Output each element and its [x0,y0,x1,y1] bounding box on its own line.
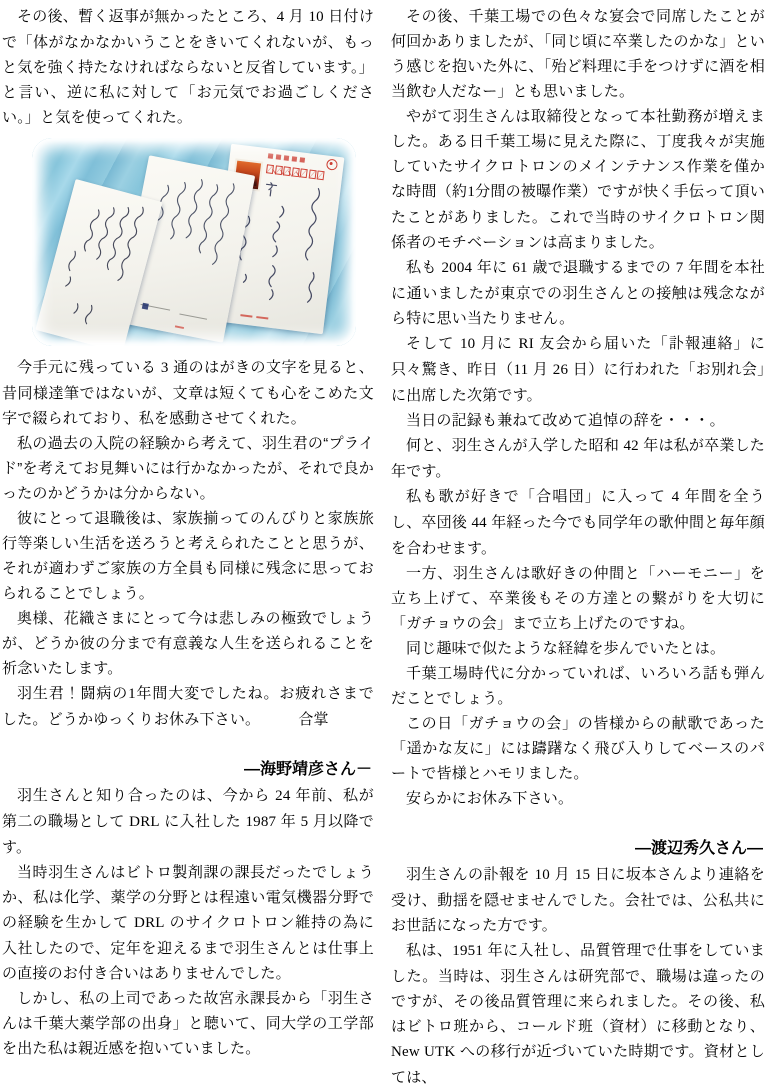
paragraph: 一方、羽生さんは歌好きの仲間と「ハーモニー」を立ち上げて、卒業後もその方達との繋がりを大切に「ガチョウの会」まで立ち上げたのですね。 [391,565,765,632]
paragraph: 羽生さんの訃報を 10 月 15 日に坂本さんより連絡を受け、動揺を隠せませんでした。会社では、公私共にお世話になった方です。 [391,866,765,934]
paragraph: 奥様、花織さまにとって今は悲しみの極致でしょうが、どうか彼の分まで有意義な人生を送られることを祈念いたします。 [2,610,374,677]
paragraph: 今手元に残っている 3 通のはがきの文字を見ると、昔同様達筆ではないが、文章は短くても心をこめた文字で綴られており、私を感動させてくれた。 [2,359,374,427]
paragraph: その後、暫く返事が無かったところ、4 月 10 日付けで「体がなかなかいうことをきいてくれないが、もっと気を強く持たなければならないと反省しています。」と言い、逆に私に対して「お元気でお過ごしください。」と気を使ってくれた。 [2,8,375,126]
paragraph: 当日の記録も兼ねて改めて追悼の辞を・・・。 [406,412,725,429]
paragraph: そして 10 月に RI 友会から届いた「訃報連絡」に只々驚き、昨日（11 月 26 日）に行われた「お別れ会」に出席した次第です。 [391,335,765,404]
postcards-photo [32,138,356,346]
left-column [2,4,374,1058]
right-column [391,4,766,1086]
paragraph: 私も 2004 年に 61 歳で退職するまでの 7 年間を本社に通いましたが東京での羽生さんとの接触は残念ながら特に思い当たりません。 [391,259,765,327]
paragraph: 私は、1951 年に入社し、品質管理で仕事をしていました。当時は、羽生さんは研究部で、職場は違ったのですが、その後品質管理に来られました。その後、私はビトロ班から、コールド班（資材）に移動となり、New UTK への移行が近づいていた時期です。資材としては、 [391,942,765,1086]
paragraph: 羽生君！闘病の1年間大変でしたね。お疲れさまでした。どうかゆっくりお休み下さい。 合掌 [2,685,374,728]
paragraph: 千葉工場時代に分かっていれば、いろいろ話も弾んだことでしょう。 [391,665,765,707]
paragraph: その後、千葉工場での色々な宴会で同席したことが何回かありましたが、「同じ頃に卒業したのかな」という感じを抱いた外に、「殆ど料理に手をつけずに酒を相当飲む人だなー」とも思いました。 [391,8,765,100]
paragraph: 彼にとって退職後は、家族揃ってのんびりと家族旅行等楽しい生活を送ろうと考えられたことと思うが、それが適わずご家族の方全員も同様に残念に思っておられることでしょう。 [2,510,374,602]
postal-symbol-square [142,303,149,310]
paragraph: 羽生さんと知り合ったのは、今から 24 年前、私が第二の職場として DRL に入社した 1987 年 5 月以降です。 [2,787,375,856]
paragraph: 当時羽生さんはビトロ製剤課の課長だったでしょうか、私は化学、薬学の分野とは程遠い電気機器分野での経験を生かして DRL のサイクロトロン維持の為に入社したので、定年を迎えるまで羽生さんとは仕事上の直接のお付き合いはありませんでした。 [2,864,375,982]
paragraph: この日「ガチョウの会」の皆様からの献歌であった「遥かな友に」には躊躇なく飛び入りしてベースのパートで皆様とハモリました。 [391,715,765,782]
paragraph: 何と、羽生さんが入学した昭和 42 年は私が卒業した年です。 [391,437,766,480]
signature-unno-yasuhiko: —海野靖彦さん－ [243,761,372,778]
signature-watanabe-hidehisa: —渡辺秀久さん— [634,840,763,857]
paragraph: やがて羽生さんは取締役となって本社勤務が増えました。ある日千葉工場に見えた際に、丁度我々が実施していたサイクロトロンのメインテナンス作業を僅かな時間（約1分間の被曝作業）ですが快く手伝って頂いたことがありました。これで当時のサイクロトロン関係者のモチベーションは高まりました。 [391,108,765,251]
paragraph: 同じ趣味で似たような経緯を歩んでいたとは。 [406,640,726,657]
paragraph: 私も歌が好きで「合唱団」に入って 4 年間を全うし、卒団後 44 年経った今でも同学年の歌仲間と毎年顔を合わせます。 [391,488,765,557]
paragraph: しかし、私の上司であった故宮永課長から「羽生さんは千葉大薬学部の出身」と聴いて、同大学の工学部を出た私は親近感を抱いていました。 [2,990,374,1057]
paragraph: 安らかにお休み下さい。 [406,790,574,807]
paragraph: 私の過去の入院の経験から考えて、羽生君の“プライド”を考えてお見舞いには行かなかったが、それで良かったのかどうかは分からない。 [2,435,374,502]
